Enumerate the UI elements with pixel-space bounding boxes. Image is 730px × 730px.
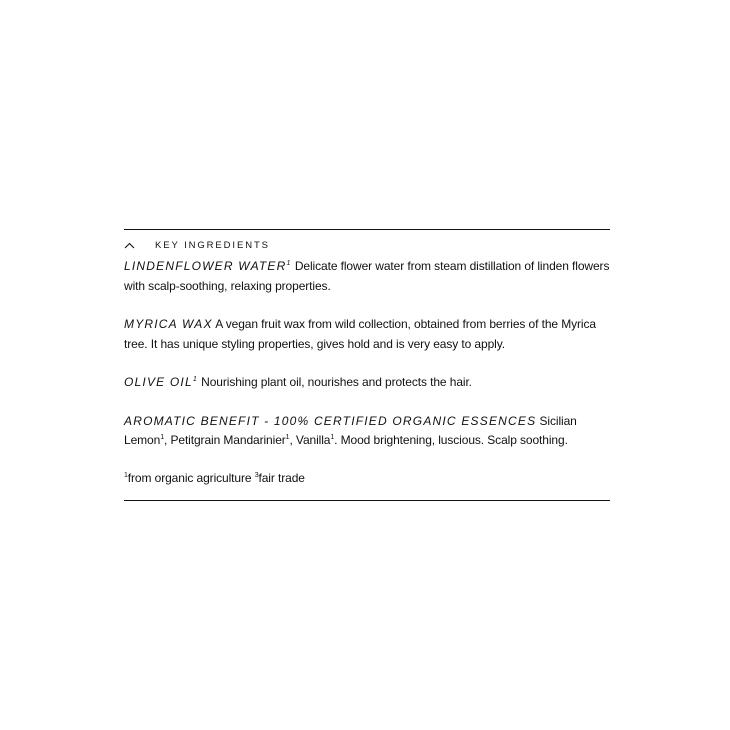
ingredient-list bbox=[124, 257, 610, 451]
ingredient-item bbox=[124, 373, 610, 393]
key-ingredients-panel bbox=[124, 229, 610, 501]
ingredient-name: MYRICA WAX bbox=[124, 317, 213, 331]
ingredient-description: Nourishing plant oil, nourishes and protects the hair. bbox=[201, 375, 472, 389]
ingredient-item bbox=[124, 257, 610, 296]
ingredient-description: Sicilian Lemon$^1$, Petitgrain Mandarinier$^1$, Vanilla$^1$. Mood brightening, luscious. Scalp soothing. bbox=[124, 413, 577, 447]
ingredient-description: Delicate flower water from steam distillation of linden flowers with scalp-soothing, relaxing properties. bbox=[124, 259, 610, 293]
ingredient-item bbox=[124, 412, 610, 451]
footnote: $^1$from organic agriculture $^3$fair trade bbox=[124, 470, 305, 485]
ingredient-description: A vegan fruit wax from wild collection, obtained from berries of the Myrica tree. It has unique styling properties, gives hold and is very easy to apply. bbox=[124, 317, 596, 351]
chevron-up-icon[interactable] bbox=[124, 240, 135, 251]
ingredient-name: OLIVE OIL$^1$ bbox=[124, 375, 198, 389]
section-title: KEY INGREDIENTS bbox=[155, 239, 270, 251]
ingredient-name: LINDENFLOWER WATER$^1$ bbox=[124, 259, 292, 273]
ingredient-name: AROMATIC BENEFIT - 100% CERTIFIED ORGANIC ESSENCES bbox=[124, 413, 537, 428]
key-ingredients-toggle[interactable] bbox=[124, 239, 610, 251]
ingredient-item bbox=[124, 315, 610, 354]
